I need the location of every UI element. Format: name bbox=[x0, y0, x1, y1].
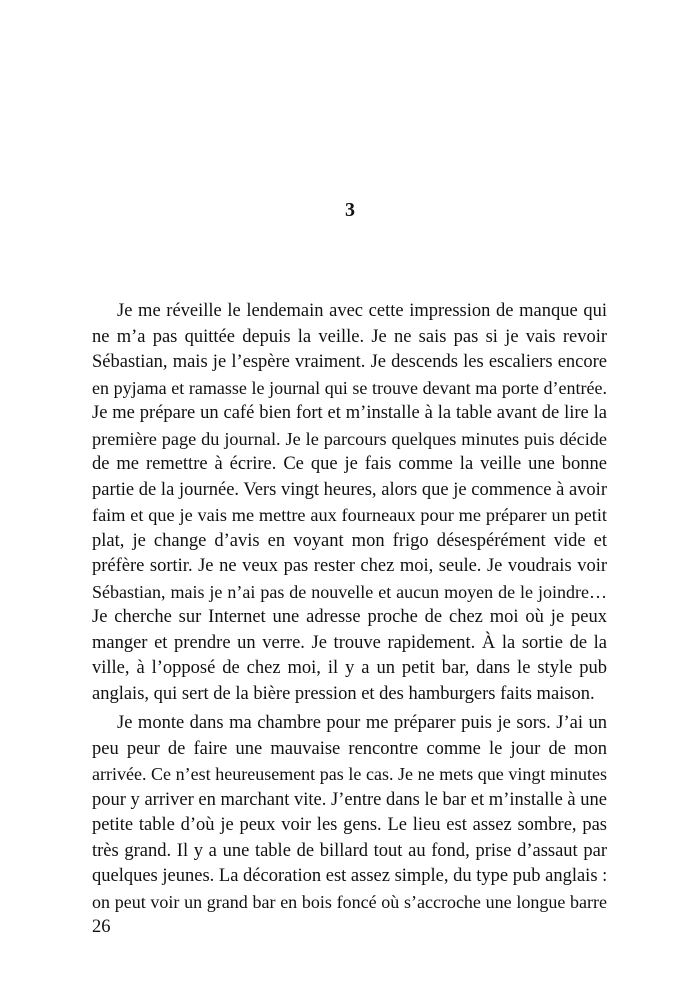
text-line: manger et prendre un verre. Je trouve rapidement. À la sortie de la bbox=[92, 632, 607, 653]
text-line: quelques jeunes. La décoration est assez simple, du type pub anglais : bbox=[92, 866, 607, 886]
text-line: peu peur de faire une mauvaise rencontre comme le jour de mon bbox=[92, 738, 607, 759]
text-line: en pyjama et ramasse le journal qui se trouve devant ma porte d’entrée. bbox=[92, 377, 607, 398]
text-line: pour y arriver en marchant vite. J’entre dans le bar et m’installe à une bbox=[92, 789, 607, 810]
text-line: Sébastian, mais je n’ai pas de nouvelle et aucun moyen de le joindre… bbox=[92, 581, 607, 602]
text-line: Je cherche sur Internet une adresse proche de chez moi où je peux bbox=[92, 607, 607, 627]
paragraph-2 bbox=[92, 711, 607, 915]
text-line: on peut voir un grand bar en bois foncé où s’accroche une longue barre bbox=[92, 891, 607, 912]
text-line: de me remettre à écrire. Ce que je fais comme la veille une bonne bbox=[92, 454, 607, 474]
text-line: Sébastian, mais je l’espère vraiment. Je descends les escaliers encore bbox=[92, 352, 607, 372]
text-line: ne m’a pas quittée depuis la veille. Je ne sais pas si je vais revoir bbox=[92, 326, 607, 347]
text-line: ville, à l’opposé de chez moi, il y a un petit bar, dans le style pub bbox=[92, 658, 607, 678]
text-line: Je monte dans ma chambre pour me préparer puis je sors. J’ai un bbox=[117, 713, 607, 733]
text-line: partie de la journée. Vers vingt heures, alors que je commence à avoir bbox=[92, 479, 607, 500]
paragraph-1 bbox=[92, 299, 607, 707]
text-line: faim et que je vais me mettre aux fourneaux pour me préparer un petit bbox=[92, 505, 607, 525]
text-line: première page du journal. Je le parcours quelques minutes puis décide bbox=[92, 428, 607, 449]
text-line: plat, je change d’avis en voyant mon frigo désespérément vide et bbox=[92, 530, 607, 551]
text-line: préfère sortir. Je ne veux pas rester chez moi, seule. Je voudrais voir bbox=[92, 556, 607, 576]
text-line: arrivée. Ce n’est heureusement pas le cas. Je ne mets que vingt minutes bbox=[92, 764, 607, 784]
text-line: Je me prépare un café bien fort et m’installe à la table avant de lire la bbox=[92, 403, 607, 423]
text-line: Je me réveille le lendemain avec cette impression de manque qui bbox=[117, 301, 607, 321]
text-line: anglais, qui sert de la bière pression et des hamburgers faits maison. bbox=[92, 683, 595, 704]
page-number: 26 bbox=[92, 917, 111, 937]
chapter-number: 3 bbox=[345, 199, 355, 221]
text-line: petite table d’où je peux voir les gens. Le lieu est assez sombre, pas bbox=[92, 815, 607, 835]
text-line: très grand. Il y a une table de billard tout au fond, prise d’assaut par bbox=[92, 840, 607, 861]
